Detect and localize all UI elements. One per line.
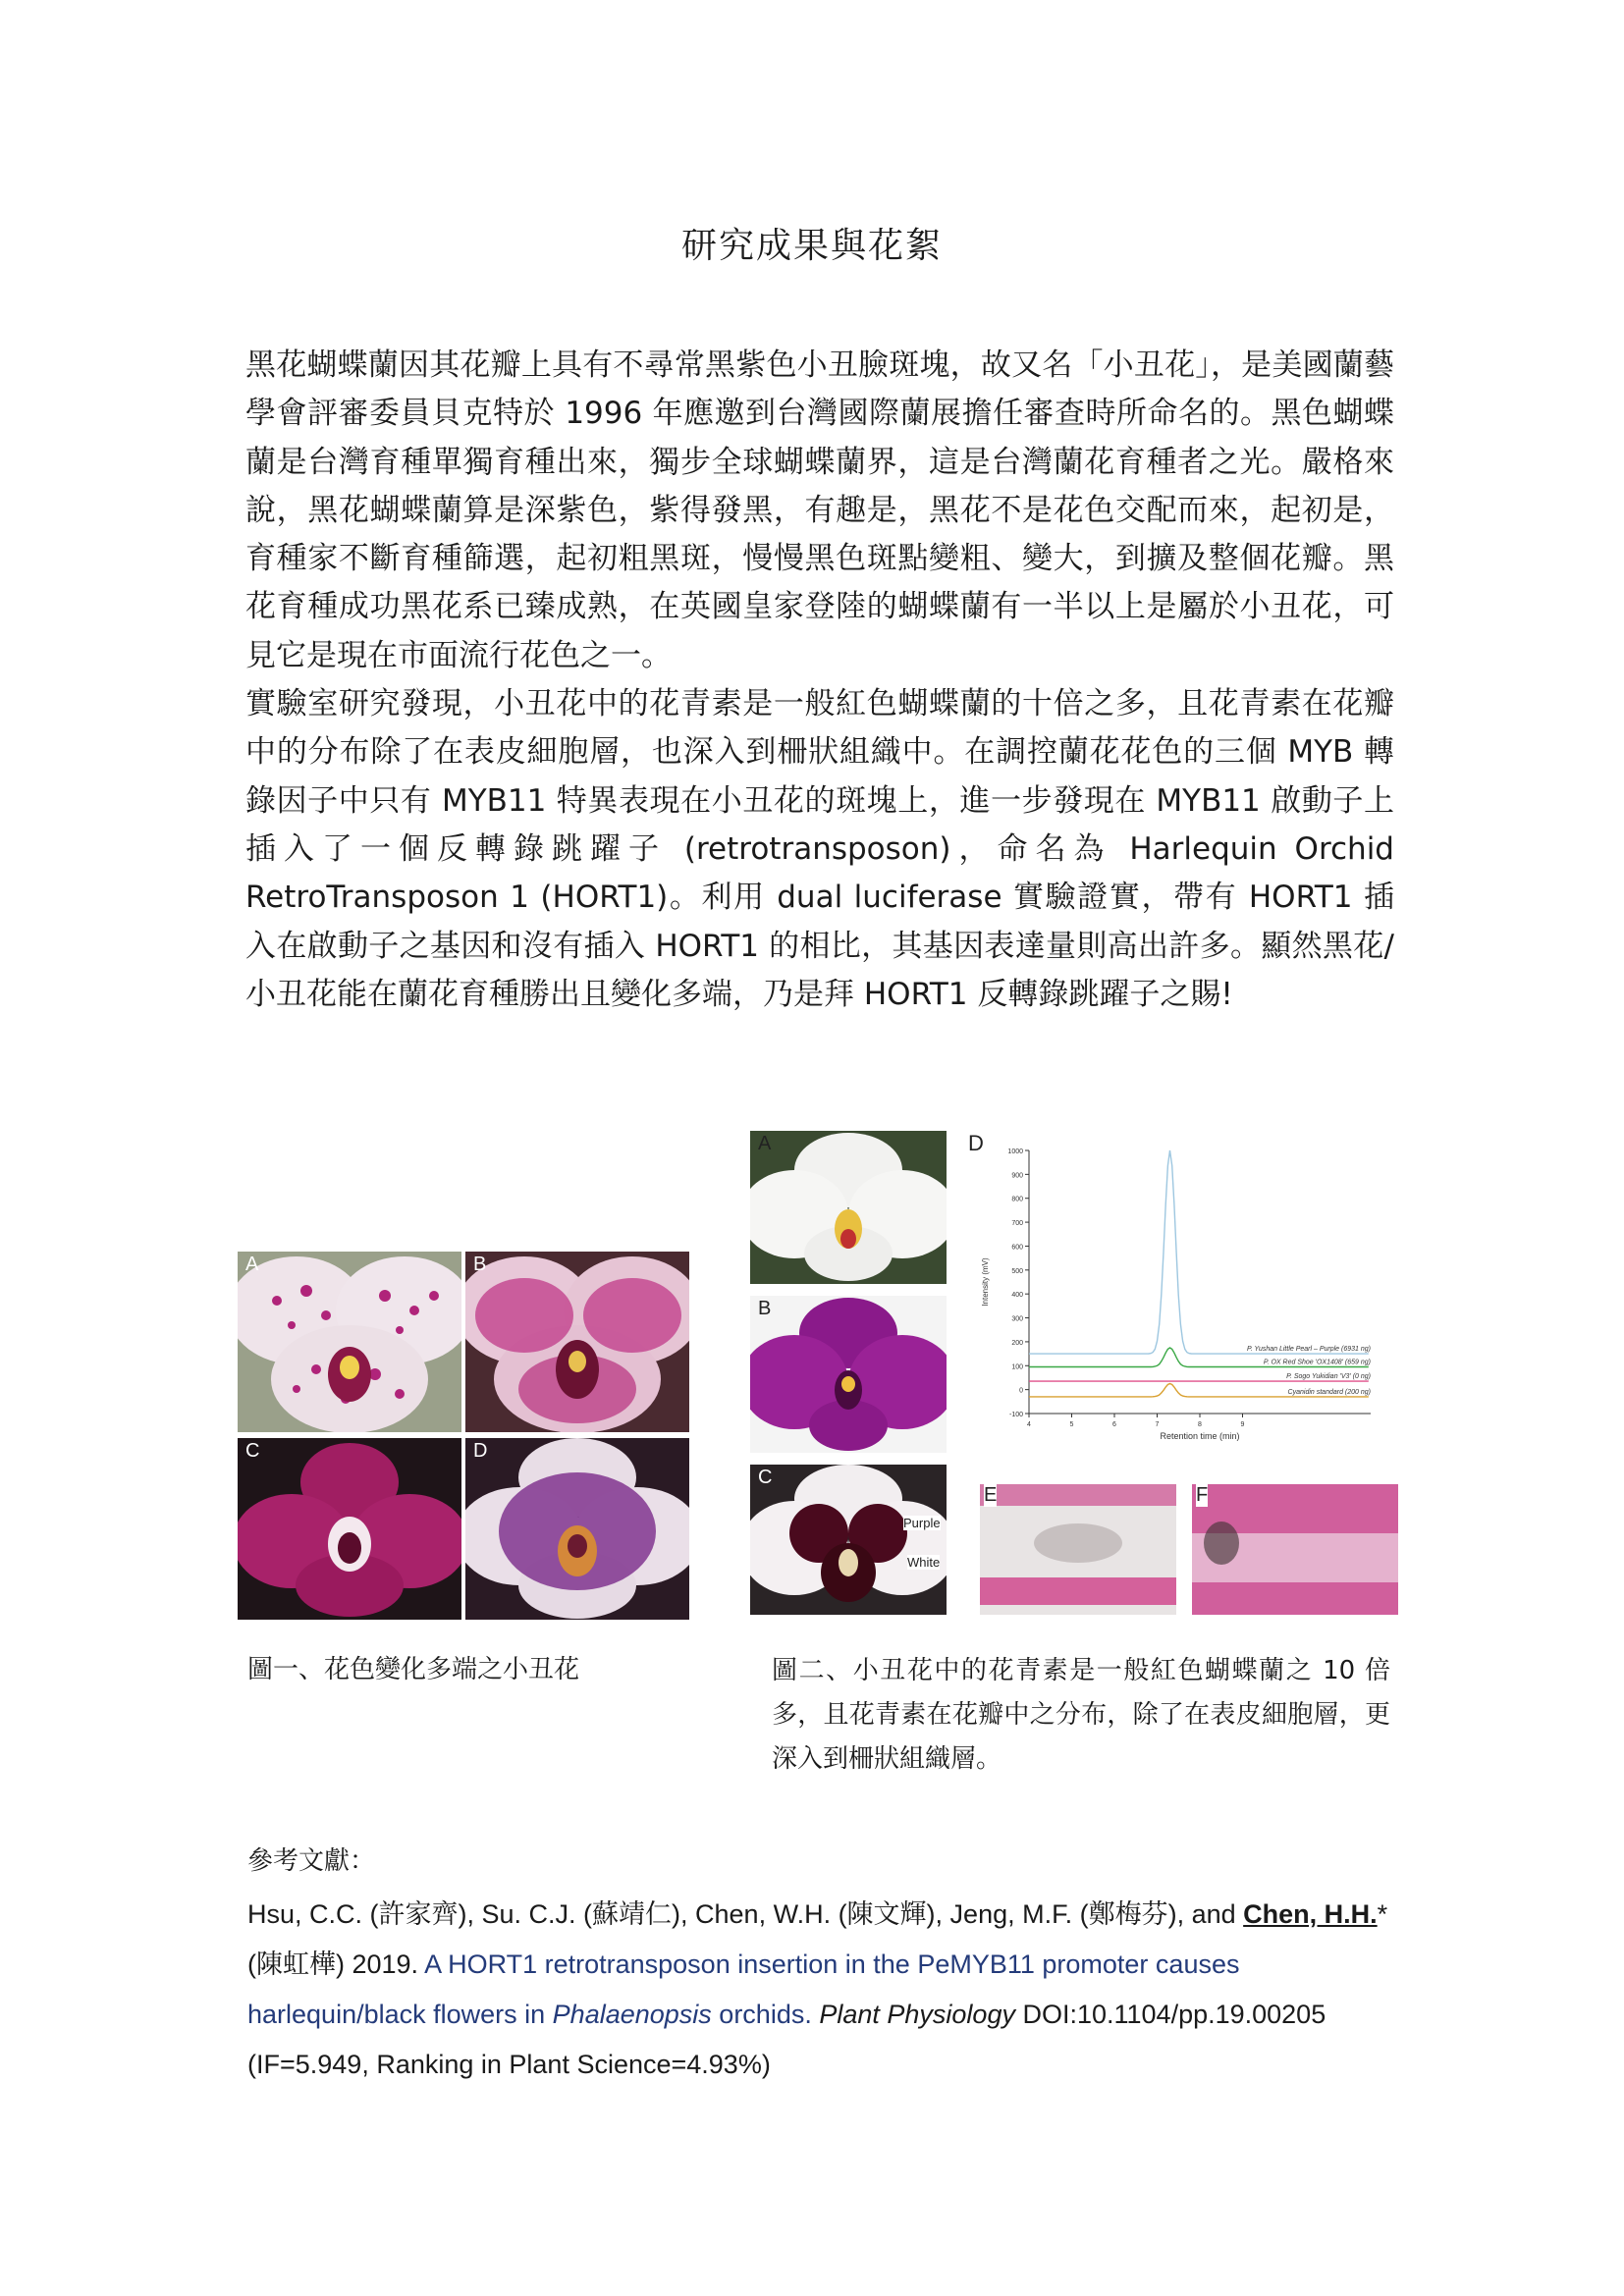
- reference-entry: [247, 1890, 1396, 2090]
- hplc-chart: [968, 1131, 1398, 1445]
- orchid-photo-d: [465, 1438, 689, 1620]
- panel-label: D: [473, 1440, 488, 1462]
- petal-section-f: [1192, 1484, 1398, 1615]
- figure-1-caption: 圖一、花色變化多端之小丑花: [247, 1655, 580, 1684]
- hplc-chart-panel: [968, 1131, 1398, 1445]
- x-tick-label: 5: [1069, 1421, 1074, 1428]
- y-tick-label: 300: [1011, 1315, 1023, 1323]
- reference-title-end: orchids.: [711, 2000, 820, 2029]
- x-tick-label: 8: [1198, 1421, 1202, 1428]
- page-title: 研究成果與花絮: [680, 226, 943, 266]
- main-text: [245, 342, 1394, 1019]
- panel-label: C: [245, 1440, 260, 1462]
- panel-label: F: [1196, 1484, 1209, 1506]
- y-tick-label: 800: [1011, 1196, 1023, 1203]
- panel-label: B: [758, 1298, 772, 1319]
- y-tick-label: 600: [1011, 1244, 1023, 1252]
- paragraph-2: 實驗室研究發現，小丑花中的花青素是一般紅色蝴蝶蘭的十倍之多，且花青素在花瓣中的分布除了在表皮細胞層，也深入到柵狀組織中。在調控蘭花花色的三個 MYB 轉錄因子中只有 MYB11 特異表現在小丑花的斑塊上，進一步發現在 MYB11 啟動子上插入了一個反轉錄跳躍子 (retrotransposon)，命名為 Harlequin Orchid RetroTransposon 1 (HORT1)。利用 dual luciferase 實驗證實，帶有 HORT1 插入在啟動子之基因和沒有插入 HORT1 的相比，其基因表達量則高出許多。顯然黑花/小丑花能在蘭花育種勝出且變化多端，乃是拜 HORT1 反轉錄跳躍子之賜!: [245, 686, 1394, 1012]
- x-tick-label: 7: [1155, 1421, 1160, 1428]
- references-heading: 參考文獻：: [247, 1846, 376, 1876]
- series-label: P. Sogo Yukidian 'V3' (0 ng): [1286, 1373, 1371, 1381]
- reference-year: * (陳虹樺) 2019.: [247, 1899, 1388, 1979]
- y-tick-label: 0: [1019, 1387, 1023, 1395]
- series-label: P. Yushan Little Pearl – Purple (6931 ng): [1247, 1346, 1371, 1354]
- reference-doi: DOI:10.1104/pp.19.00205: [1014, 2000, 1326, 2029]
- x-tick-label: 4: [1027, 1421, 1031, 1428]
- y-tick-label: 700: [1011, 1220, 1023, 1228]
- figure-2-caption: 圖二、小丑花中的花青素是一般紅色蝴蝶蘭之 10 倍多，且花青素在花瓣中之分布，除了在表皮細胞層，更深入到柵狀組織層。: [772, 1656, 1390, 1774]
- harlequin-orchid-photo: [750, 1465, 947, 1615]
- figure-1: [238, 1252, 689, 1620]
- orchid-photo-c: [238, 1438, 461, 1620]
- panel-label: A: [245, 1254, 259, 1275]
- reference-authors: Hsu, C.C. (許家齊), Su. C.J. (蘇靖仁), Chen, W.H. (陳文輝), Jeng, M.F. (鄭梅芬), and: [247, 1899, 1244, 1929]
- y-axis-label: Intensity (mV): [981, 1257, 990, 1307]
- y-tick-label: 100: [1011, 1363, 1023, 1371]
- series-line: [1029, 1150, 1369, 1354]
- purple-label: Purple: [903, 1516, 941, 1530]
- y-tick-label: 200: [1011, 1339, 1023, 1347]
- purple-orchid-photo: [750, 1296, 947, 1453]
- white-orchid-photo: [750, 1131, 947, 1284]
- panel-label: A: [758, 1133, 772, 1154]
- panel-label: E: [984, 1484, 998, 1506]
- x-tick-label: 6: [1112, 1421, 1116, 1428]
- reference-impact: (IF=5.949, Ranking in Plant Science=4.93%): [247, 2050, 771, 2079]
- reference-journal: Plant Physiology: [819, 2000, 1015, 2029]
- orchid-photo-b: [465, 1252, 689, 1432]
- y-tick-label: 900: [1011, 1172, 1023, 1180]
- series-label: P. OX Red Shoe 'OX1408' (659 ng): [1263, 1359, 1371, 1366]
- y-tick-label: 500: [1011, 1267, 1023, 1275]
- x-axis-label: Retention time (min): [1160, 1431, 1240, 1441]
- panel-label: C: [758, 1467, 773, 1488]
- white-label: White: [907, 1555, 941, 1570]
- series-label: Cyanidin standard (200 ng): [1287, 1388, 1371, 1396]
- panel-label: B: [473, 1254, 487, 1275]
- panel-label: D: [968, 1131, 984, 1155]
- y-tick-label: -100: [1008, 1412, 1023, 1418]
- y-tick-label: 400: [1011, 1292, 1023, 1300]
- paragraph-1: 黑花蝴蝶蘭因其花瓣上具有不尋常黑紫色小丑臉斑塊，故又名「小丑花」，是美國蘭藝學會評審委員貝克特於 1996 年應邀到台灣國際蘭展擔任審查時所命名的。黑色蝴蝶蘭是台灣育種單獨育種出來，獨步全球蝴蝶蘭界，這是台灣蘭花育種者之光。嚴格來說，黑花蝴蝶蘭算是深紫色，紫得發黑，有趣是，黑花不是花色交配而來，起初是，育種家不斷育種篩選，起初粗黑斑，慢慢黑色斑點變粗、變大，到擴及整個花瓣。黑花育種成功黑花系已臻成熟，在英國皇家登陸的蝴蝶蘭有一半以上是屬於小丑花，可見它是現在市面流行花色之一。: [245, 347, 1394, 673]
- orchid-photo-a: [238, 1252, 461, 1432]
- reference-genus: Phalaenopsis: [552, 2000, 712, 2029]
- corresponding-author: Chen, H.H.: [1243, 1899, 1378, 1929]
- x-tick-label: 9: [1240, 1421, 1245, 1428]
- y-tick-label: 1000: [1007, 1148, 1023, 1155]
- reference-title: A HORT1 retrotransposon insertion in the PeMYB11 promoter causes harlequin/black flowers in: [247, 1949, 1240, 2029]
- figure-2: [750, 1131, 1398, 1615]
- petal-section-e: [980, 1484, 1176, 1615]
